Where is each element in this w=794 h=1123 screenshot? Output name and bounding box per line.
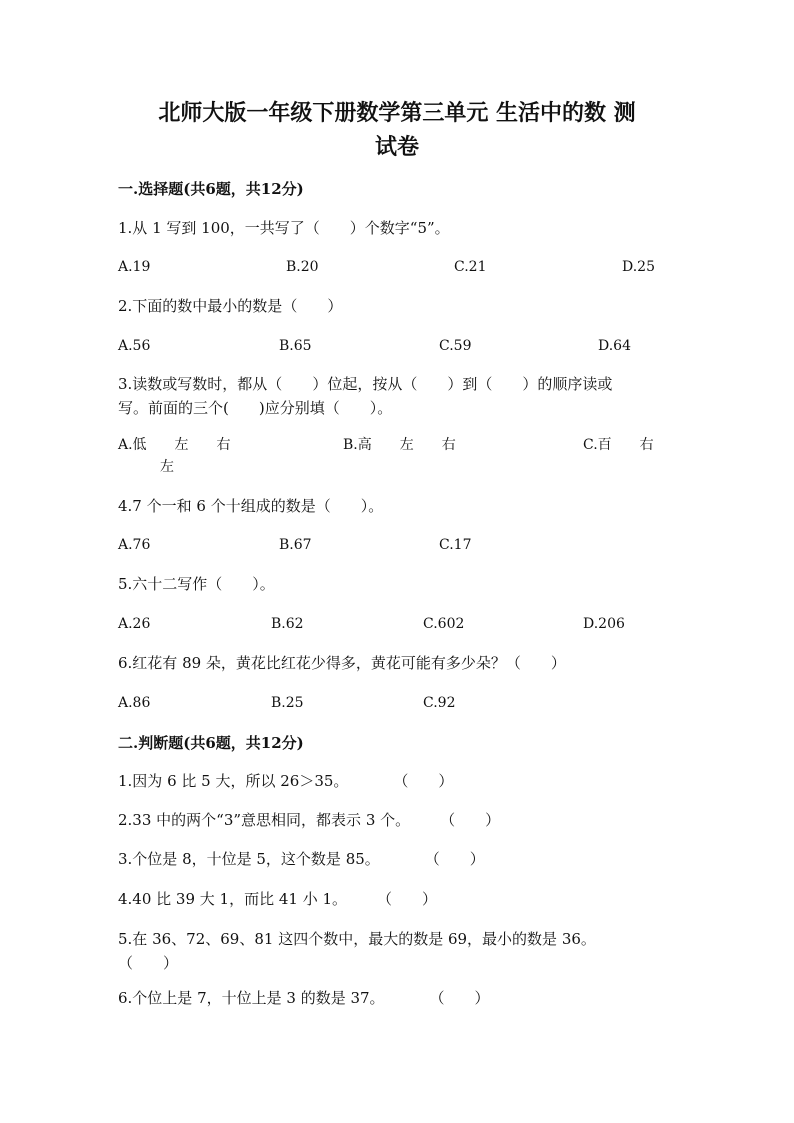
option-1-3-c-wrap: 左 — [160, 459, 174, 475]
option-1-3-b: B.高 左 右 — [343, 437, 456, 453]
judgement-4: 4.40 比 39 大 1，而比 41 小 1。 （ ） — [118, 890, 438, 908]
option-1-4-c: C.17 — [439, 537, 472, 553]
option-1-3-a: A.低 左 右 — [118, 437, 231, 453]
option-1-1-b: B.20 — [286, 259, 319, 275]
option-1-3-c: C.百 右 — [583, 437, 654, 453]
option-1-2-d: D.64 — [598, 338, 631, 354]
option-1-1-c: C.21 — [454, 259, 487, 275]
option-1-4-b: B.67 — [279, 537, 312, 553]
question-1-3-line-1: 3.读数或写数时，都从（ ）位起，按从（ ）到（ ）的顺序读或 — [118, 375, 613, 393]
option-1-2-a: A.56 — [118, 338, 151, 354]
judgement-3: 3.个位是 8，十位是 5，这个数是 85。 （ ） — [118, 850, 485, 868]
question-1-4: 4.7 个一和 6 个十组成的数是（ ）。 — [118, 497, 384, 515]
option-1-5-b: B.62 — [271, 616, 304, 632]
judgement-5-line-2: （ ） — [118, 954, 179, 972]
option-1-2-c: C.59 — [439, 338, 472, 354]
question-1-5: 5.六十二写作（ ）。 — [118, 575, 275, 593]
question-1-2: 2.下面的数中最小的数是（ ） — [118, 297, 343, 315]
question-1-3 — [118, 372, 688, 420]
question-1-1: 1.从 1 写到 100，一共写了（ ）个数字“5”。 — [118, 219, 450, 237]
judgement-1: 1.因为 6 比 5 大，所以 26＞35。 （ ） — [118, 772, 454, 790]
title-line-2: 试卷 — [374, 134, 419, 160]
question-1-6: 6.红花有 89 朵，黄花比红花少得多，黄花可能有多少朵？（ ） — [118, 654, 566, 672]
page-title — [120, 96, 674, 164]
option-1-5-c: C.602 — [423, 616, 465, 632]
option-1-6-c: C.92 — [423, 695, 456, 711]
option-1-5-d: D.206 — [583, 616, 625, 632]
section-heading-judgement: 二.判断题(共6题，共12分) — [118, 734, 304, 752]
judgement-5-line-1: 5.在 36、72、69、81 这四个数中，最大的数是 69，最小的数是 36。 — [118, 930, 596, 948]
option-1-6-a: A.86 — [118, 695, 151, 711]
option-1-5-a: A.26 — [118, 616, 151, 632]
judgement-2: 2.33 中的两个“3”意思相同，都表示 3 个。 （ ） — [118, 811, 501, 829]
option-1-2-b: B.65 — [279, 338, 312, 354]
option-1-6-b: B.25 — [271, 695, 304, 711]
question-1-3-line-2: 写。前面的三个( )应分别填（ ）。 — [118, 399, 393, 417]
option-1-1-a: A.19 — [118, 259, 151, 275]
title-line-1: 北师大版一年级下册数学第三单元 生活中的数 测 — [158, 100, 636, 126]
option-1-1-d: D.25 — [622, 259, 655, 275]
judgement-5 — [118, 927, 688, 975]
option-1-4-a: A.76 — [118, 537, 151, 553]
section-heading-choice: 一.选择题(共6题，共12分) — [118, 180, 304, 198]
judgement-6: 6.个位上是 7，十位上是 3 的数是 37。 （ ） — [118, 989, 490, 1007]
